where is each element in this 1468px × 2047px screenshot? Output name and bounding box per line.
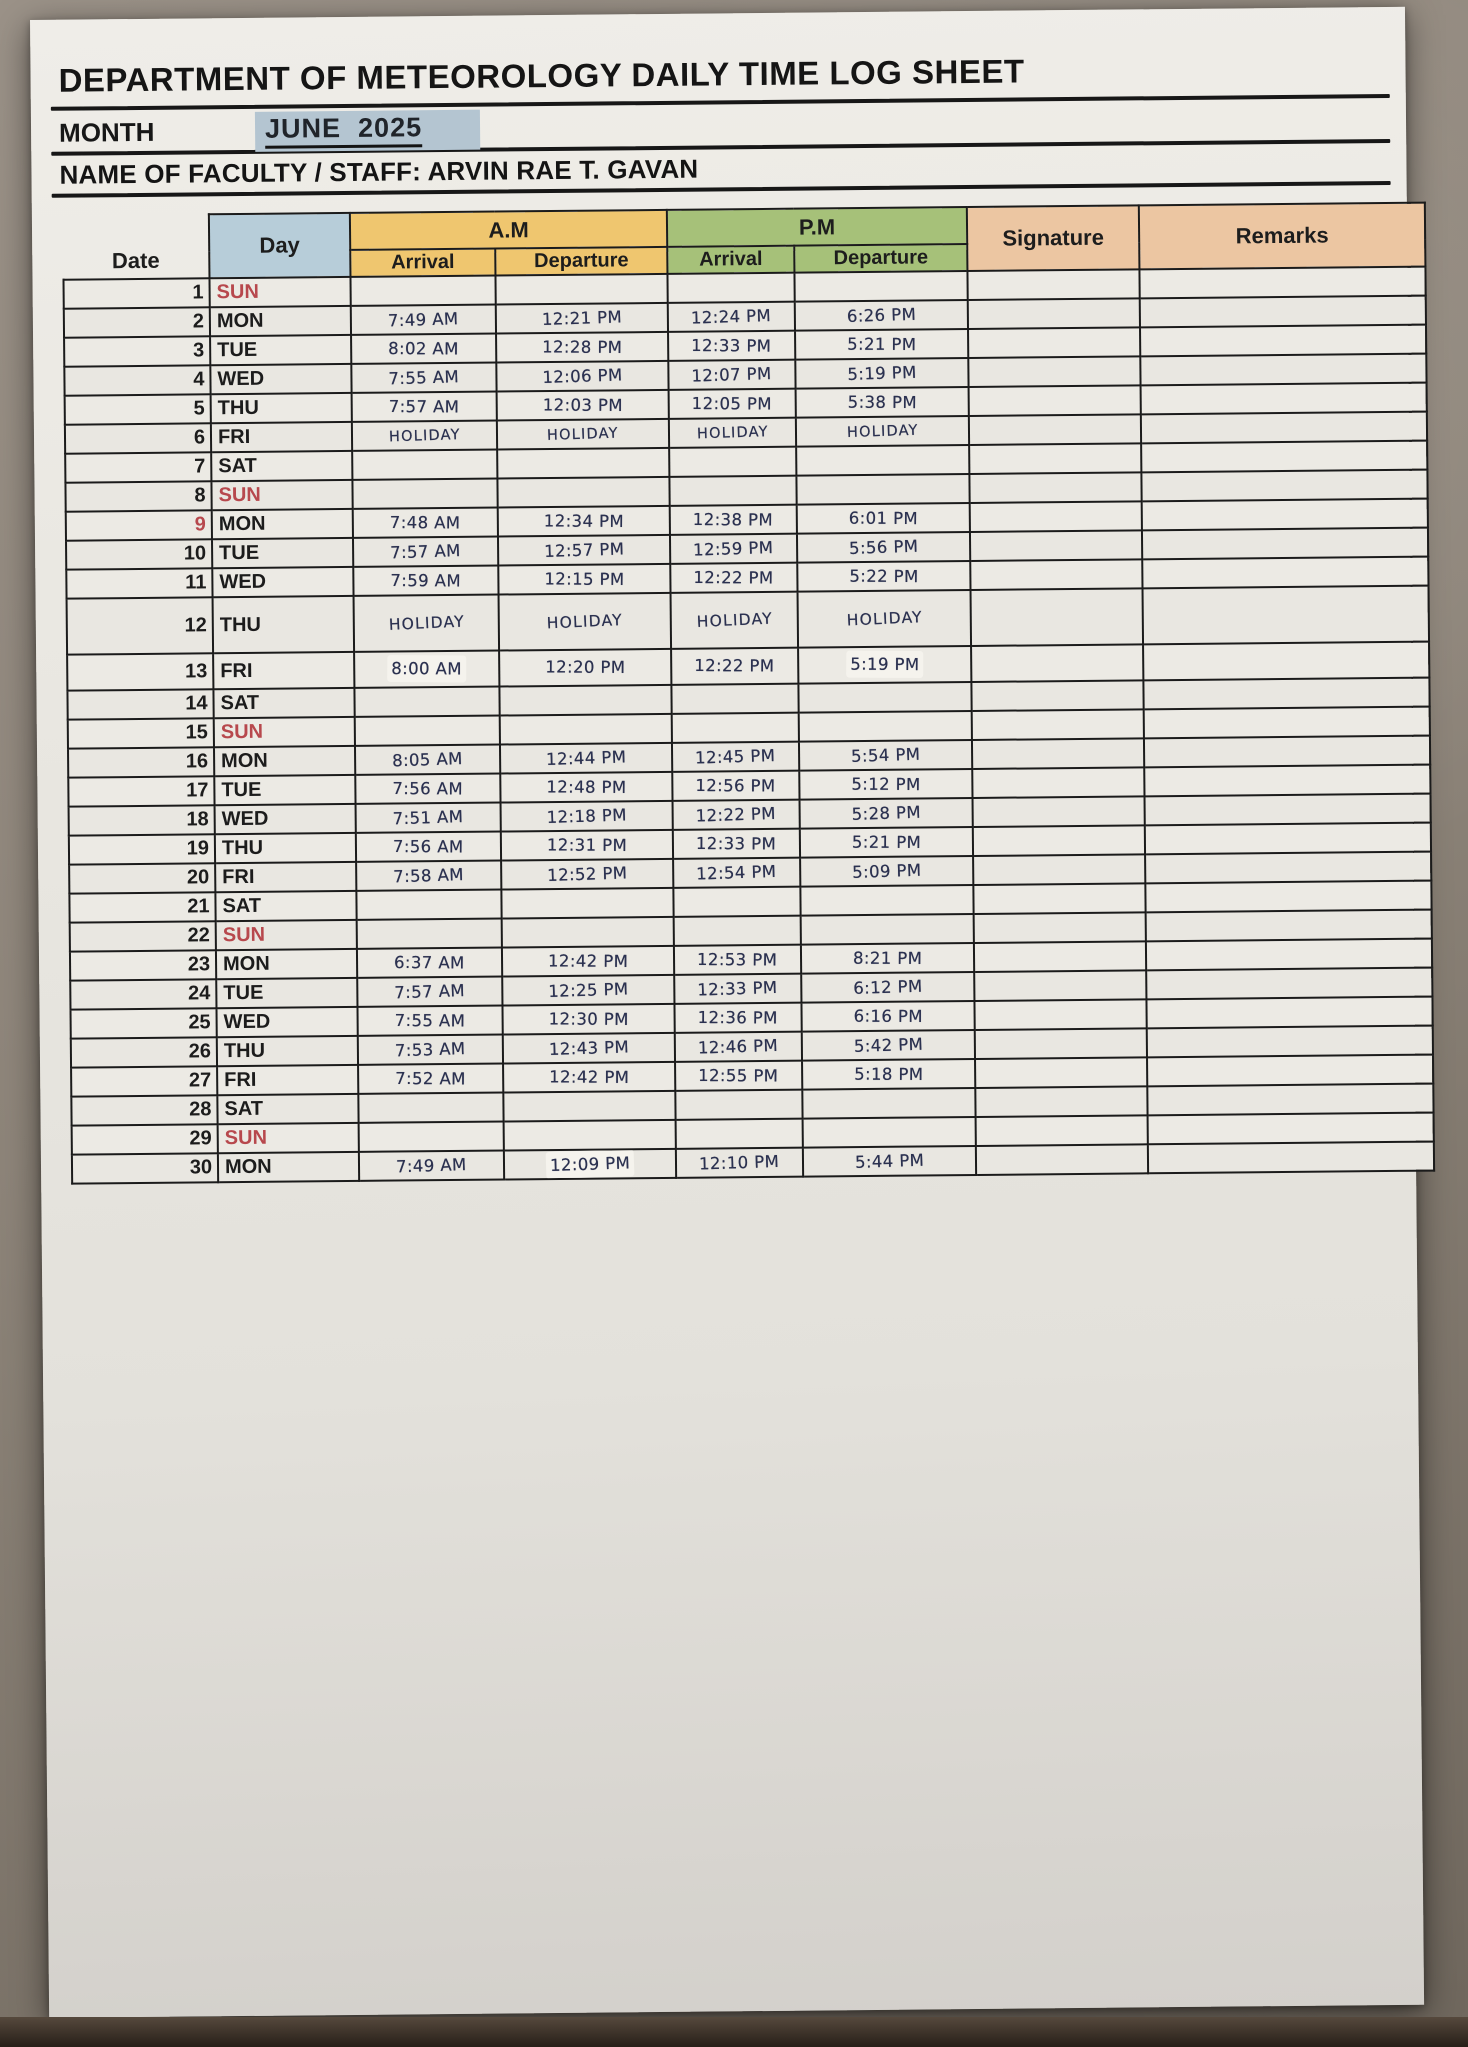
- date-cell: 14: [67, 689, 213, 719]
- signature-cell: [972, 767, 1144, 798]
- signature-cell: [974, 912, 1146, 943]
- pm-arrival-cell: 12:07 PM: [668, 360, 795, 390]
- date-cell: 12: [67, 597, 214, 654]
- pm-departure-header: Departure: [794, 244, 967, 273]
- am-arrival-cell: 7:57 AM: [352, 392, 497, 422]
- pm-arrival-cell: 12:33 PM: [673, 829, 800, 859]
- signature-cell: [973, 825, 1145, 856]
- day-cell: FRI: [213, 652, 354, 689]
- pm-departure-cell: 5:56 PM: [797, 532, 970, 563]
- pm-arrival-cell: 12:38 PM: [670, 505, 797, 535]
- pm-departure-cell: HOLIDAY: [798, 590, 972, 648]
- pm-departure-cell: 5:28 PM: [800, 798, 973, 829]
- am-arrival-header: Arrival: [350, 249, 495, 277]
- pm-arrival-cell: 12:59 PM: [670, 534, 797, 564]
- date-cell: 23: [70, 950, 216, 980]
- date-cell: 20: [69, 863, 215, 893]
- am-departure-cell: 12:20 PM: [499, 649, 671, 687]
- am-departure-cell: [504, 1120, 676, 1151]
- signature-cell: [967, 269, 1139, 300]
- signature-cell: [968, 327, 1140, 358]
- pm-departure-cell: 5:18 PM: [802, 1059, 975, 1090]
- day-cell: WED: [216, 1007, 357, 1037]
- signature-cell: [970, 559, 1142, 590]
- day-cell: MON: [216, 949, 357, 979]
- signature-column-header: Signature: [967, 205, 1140, 271]
- day-cell: SAT: [215, 891, 356, 921]
- day-cell: THU: [213, 596, 355, 653]
- am-arrival-cell: 7:57 AM: [353, 537, 498, 567]
- date-cell: 10: [66, 539, 212, 569]
- date-cell: 2: [64, 307, 210, 337]
- date-cell: 7: [65, 452, 211, 482]
- day-cell: FRI: [215, 862, 356, 892]
- pm-departure-cell: 5:38 PM: [796, 387, 969, 418]
- pm-arrival-cell: 12:46 PM: [675, 1032, 802, 1062]
- signature-cell: [968, 356, 1140, 387]
- am-arrival-cell: 7:55 AM: [351, 363, 496, 393]
- remarks-cell: [1146, 968, 1432, 1000]
- pm-arrival-header: Arrival: [667, 246, 794, 274]
- am-arrival-cell: [354, 687, 499, 717]
- remarks-cell: [1145, 794, 1431, 826]
- date-column-header: Date: [111, 247, 160, 274]
- signature-cell: [975, 1057, 1147, 1088]
- am-departure-cell: 12:48 PM: [500, 772, 672, 803]
- am-departure-cell: [497, 477, 669, 508]
- pm-departure-cell: 6:12 PM: [801, 972, 974, 1003]
- am-departure-cell: 12:28 PM: [496, 332, 668, 363]
- day-cell: TUE: [210, 335, 351, 365]
- am-arrival-cell: 7:49 AM: [359, 1151, 504, 1181]
- am-departure-cell: 12:34 PM: [498, 506, 670, 537]
- pm-arrival-cell: 12:33 PM: [674, 974, 801, 1004]
- time-log-table: [62, 202, 1435, 1185]
- am-arrival-cell: 7:57 AM: [357, 977, 502, 1007]
- pm-departure-cell: 5:54 PM: [799, 740, 972, 771]
- remarks-cell: [1140, 325, 1426, 357]
- date-cell: 16: [68, 747, 214, 777]
- log-table-body: [63, 267, 1434, 1184]
- date-cell: 28: [71, 1095, 217, 1125]
- pm-arrival-cell: 12:45 PM: [672, 742, 799, 772]
- day-cell: SAT: [211, 451, 352, 481]
- date-cell: 25: [71, 1008, 217, 1038]
- day-cell: SUN: [216, 920, 357, 950]
- date-cell: 30: [72, 1153, 218, 1183]
- pm-departure-cell: 6:16 PM: [801, 1001, 974, 1032]
- pm-arrival-cell: 12:36 PM: [674, 1003, 801, 1033]
- pm-arrival-cell: 12:22 PM: [671, 648, 798, 685]
- month-highlight: [255, 109, 480, 151]
- pm-arrival-cell: 12:22 PM: [673, 800, 800, 830]
- pm-departure-cell: 6:26 PM: [795, 300, 968, 331]
- remarks-cell: [1147, 1055, 1433, 1087]
- date-cell: 4: [64, 365, 210, 395]
- pm-arrival-cell: 12:55 PM: [675, 1061, 802, 1091]
- remarks-cell: [1146, 997, 1432, 1029]
- pm-arrival-cell: HOLIDAY: [669, 418, 796, 448]
- date-cell: 8: [65, 481, 211, 511]
- date-cell: 24: [70, 979, 216, 1009]
- document-title: DEPARTMENT OF METEOROLOGY DAILY TIME LOG SHEET: [58, 52, 1025, 99]
- day-column-header: Day: [209, 213, 351, 278]
- signature-cell: [972, 709, 1144, 740]
- month-label: MONTH: [58, 116, 155, 148]
- day-cell: THU: [215, 833, 356, 863]
- am-arrival-cell: [352, 450, 497, 480]
- date-cell: 11: [66, 568, 212, 598]
- pm-arrival-cell: [667, 273, 794, 303]
- remarks-cell: [1140, 296, 1426, 328]
- am-departure-cell: [495, 274, 667, 305]
- remarks-cell: [1147, 1084, 1433, 1116]
- signature-cell: [969, 472, 1141, 503]
- pm-departure-cell: [796, 474, 969, 505]
- remarks-cell: [1141, 383, 1427, 415]
- am-departure-cell: HOLIDAY: [499, 593, 672, 651]
- am-departure-cell: 12:42 PM: [502, 946, 674, 977]
- pm-departure-cell: 5:42 PM: [802, 1030, 975, 1061]
- remarks-cell: [1143, 678, 1429, 710]
- day-cell: MON: [214, 746, 355, 776]
- remarks-cell: [1140, 354, 1426, 386]
- remarks-cell: [1147, 1026, 1433, 1058]
- remarks-cell: [1141, 470, 1427, 502]
- am-departure-cell: [499, 685, 671, 716]
- date-cell: 13: [67, 653, 213, 690]
- remarks-cell: [1142, 499, 1428, 531]
- pm-departure-cell: 5:22 PM: [797, 561, 970, 592]
- signature-cell: [970, 501, 1142, 532]
- am-arrival-cell: [359, 1122, 504, 1152]
- am-arrival-cell: 7:51 AM: [356, 803, 501, 833]
- signature-cell: [969, 385, 1141, 416]
- signature-cell: [969, 414, 1141, 445]
- pm-arrival-cell: 12:53 PM: [674, 945, 801, 975]
- signature-cell: [973, 854, 1145, 885]
- am-departure-cell: 12:31 PM: [501, 830, 673, 861]
- date-cell: 3: [64, 336, 210, 366]
- remarks-cell: [1143, 586, 1430, 645]
- date-cell: 15: [68, 718, 214, 748]
- am-departure-cell: [500, 714, 672, 745]
- date-cell: 6: [65, 423, 211, 453]
- am-departure-cell: 12:15 PM: [498, 564, 670, 595]
- date-cell: 5: [65, 394, 211, 424]
- am-arrival-cell: 8:00 AM: [354, 651, 499, 688]
- am-departure-cell: [497, 448, 669, 479]
- date-cell: 29: [72, 1124, 218, 1154]
- date-cell: 18: [69, 805, 215, 835]
- date-cell: 19: [69, 834, 215, 864]
- pm-departure-cell: [803, 1117, 976, 1148]
- remarks-cell: [1145, 823, 1431, 855]
- date-cell: 26: [71, 1037, 217, 1067]
- pm-departure-cell: 5:44 PM: [803, 1146, 976, 1177]
- am-departure-cell: 12:44 PM: [500, 743, 672, 774]
- am-arrival-cell: 7:52 AM: [358, 1064, 503, 1094]
- pm-departure-cell: [796, 445, 969, 476]
- am-departure-cell: 12:42 PM: [503, 1062, 675, 1093]
- am-arrival-cell: [355, 716, 500, 746]
- pm-arrival-cell: 12:54 PM: [673, 858, 800, 888]
- pm-arrival-cell: [675, 1090, 802, 1120]
- remarks-cell: [1142, 528, 1428, 560]
- remarks-cell: [1141, 441, 1427, 473]
- am-arrival-cell: 7:53 AM: [358, 1035, 503, 1065]
- date-cell: 22: [70, 921, 216, 951]
- am-arrival-cell: 7:48 AM: [353, 508, 498, 538]
- pm-departure-cell: 5:19 PM: [798, 646, 971, 684]
- day-cell: SUN: [211, 480, 352, 510]
- pm-departure-cell: 8:21 PM: [801, 943, 974, 974]
- am-departure-cell: [503, 1091, 675, 1122]
- am-arrival-cell: [352, 479, 497, 509]
- am-departure-header: Departure: [495, 247, 667, 276]
- day-cell: SUN: [218, 1123, 359, 1153]
- pm-departure-cell: [802, 1088, 975, 1119]
- paper-sheet: [30, 7, 1424, 2018]
- pm-arrival-cell: [671, 684, 798, 714]
- pm-departure-cell: 5:12 PM: [799, 769, 972, 800]
- am-arrival-cell: 7:58 AM: [356, 861, 501, 891]
- pm-departure-cell: [799, 711, 972, 742]
- am-departure-cell: 12:06 PM: [496, 361, 668, 392]
- signature-cell: [971, 588, 1144, 646]
- remarks-cell: [1144, 707, 1430, 739]
- am-arrival-cell: [357, 919, 502, 949]
- signature-cell: [974, 999, 1146, 1030]
- am-arrival-cell: 7:59 AM: [353, 566, 498, 596]
- date-cell: 1: [63, 278, 209, 308]
- am-departure-cell: 12:57 PM: [498, 535, 670, 566]
- am-arrival-cell: 7:56 AM: [355, 774, 500, 804]
- month-value: JUNE 2025: [265, 112, 422, 149]
- signature-cell: [976, 1144, 1148, 1175]
- signature-cell: [973, 883, 1145, 914]
- day-cell: THU: [217, 1036, 358, 1066]
- remarks-cell: [1144, 765, 1430, 797]
- signature-cell: [975, 1086, 1147, 1117]
- pm-arrival-cell: HOLIDAY: [671, 592, 799, 649]
- pm-arrival-cell: 12:56 PM: [672, 771, 799, 801]
- day-cell: SUN: [214, 717, 355, 747]
- pm-arrival-cell: [669, 447, 796, 477]
- am-arrival-cell: 7:56 AM: [356, 832, 501, 862]
- remarks-cell: [1148, 1113, 1434, 1145]
- am-departure-cell: 12:25 PM: [502, 975, 674, 1006]
- am-departure-cell: HOLIDAY: [497, 419, 669, 450]
- am-arrival-cell: 8:02 AM: [351, 334, 496, 364]
- date-cell: 21: [69, 892, 215, 922]
- am-arrival-cell: HOLIDAY: [352, 421, 497, 451]
- pm-departure-cell: 5:21 PM: [800, 827, 973, 858]
- remarks-cell: [1148, 1142, 1434, 1174]
- remarks-cell: [1139, 267, 1425, 299]
- day-cell: FRI: [217, 1065, 358, 1095]
- day-cell: SAT: [217, 1094, 358, 1124]
- day-cell: WED: [215, 804, 356, 834]
- day-cell: THU: [211, 393, 352, 423]
- am-arrival-cell: 8:05 AM: [355, 745, 500, 775]
- pm-departure-cell: HOLIDAY: [796, 416, 969, 447]
- remarks-cell: [1144, 736, 1430, 768]
- am-arrival-cell: [350, 276, 495, 306]
- pm-arrival-cell: [676, 1119, 803, 1149]
- am-departure-cell: 12:03 PM: [497, 390, 669, 421]
- day-cell: MON: [212, 509, 353, 539]
- signature-cell: [974, 941, 1146, 972]
- signature-cell: [974, 970, 1146, 1001]
- signature-cell: [972, 738, 1144, 769]
- date-cell: 17: [68, 776, 214, 806]
- am-departure-cell: [501, 888, 673, 919]
- pm-departure-cell: 5:19 PM: [795, 358, 968, 389]
- pm-departure-cell: 6:01 PM: [797, 503, 970, 534]
- remarks-cell: [1143, 642, 1429, 681]
- faculty-name-line: NAME OF FACULTY / STAFF: ARVIN RAE T. GAVAN: [59, 153, 699, 190]
- am-departure-cell: 12:43 PM: [503, 1033, 675, 1064]
- pm-departure-cell: [800, 885, 973, 916]
- pm-departure-cell: 5:09 PM: [800, 856, 973, 887]
- remarks-column-header: Remarks: [1139, 203, 1426, 270]
- am-arrival-cell: 7:55 AM: [357, 1006, 502, 1036]
- pm-arrival-cell: 12:33 PM: [668, 331, 795, 361]
- am-departure-cell: 12:52 PM: [501, 859, 673, 890]
- day-cell: FRI: [211, 422, 352, 452]
- day-cell: SUN: [209, 277, 350, 307]
- remarks-cell: [1145, 881, 1431, 913]
- remarks-cell: [1142, 557, 1428, 589]
- am-departure-cell: 12:18 PM: [501, 801, 673, 832]
- signature-cell: [970, 530, 1142, 561]
- am-departure-cell: 12:09 PM: [504, 1149, 676, 1180]
- am-arrival-cell: 7:49 AM: [351, 305, 496, 335]
- day-cell: WED: [212, 567, 353, 597]
- remarks-cell: [1145, 852, 1431, 884]
- remarks-cell: [1146, 939, 1432, 971]
- day-cell: WED: [210, 364, 351, 394]
- am-departure-cell: 12:21 PM: [496, 303, 668, 334]
- pm-group-header: P.M: [667, 207, 967, 247]
- am-arrival-cell: [358, 1093, 503, 1123]
- am-arrival-cell: HOLIDAY: [354, 595, 500, 652]
- pm-arrival-cell: 12:24 PM: [668, 302, 795, 332]
- am-arrival-cell: 6:37 AM: [357, 948, 502, 978]
- signature-cell: [971, 644, 1143, 682]
- am-departure-cell: 12:30 PM: [502, 1004, 674, 1035]
- pm-departure-cell: [798, 682, 971, 713]
- signature-cell: [973, 796, 1145, 827]
- signature-cell: [971, 680, 1143, 711]
- pm-arrival-cell: [672, 713, 799, 743]
- pm-arrival-cell: [673, 887, 800, 917]
- signature-cell: [968, 298, 1140, 329]
- day-cell: MON: [210, 306, 351, 336]
- pm-arrival-cell: 12:05 PM: [669, 389, 796, 419]
- pm-departure-cell: 5:21 PM: [795, 329, 968, 360]
- day-cell: TUE: [212, 538, 353, 568]
- remarks-cell: [1141, 412, 1427, 444]
- pm-departure-cell: [794, 271, 967, 302]
- pm-arrival-cell: [674, 916, 801, 946]
- remarks-cell: [1146, 910, 1432, 942]
- day-cell: MON: [218, 1152, 359, 1182]
- am-arrival-cell: [356, 890, 501, 920]
- am-group-header: A.M: [350, 210, 667, 250]
- signature-cell: [975, 1028, 1147, 1059]
- signature-cell: [976, 1115, 1148, 1146]
- day-cell: TUE: [216, 978, 357, 1008]
- date-cell: 9: [66, 510, 212, 540]
- signature-cell: [969, 443, 1141, 474]
- day-cell: SAT: [213, 688, 354, 718]
- day-cell: TUE: [214, 775, 355, 805]
- pm-departure-cell: [801, 914, 974, 945]
- date-cell: 27: [71, 1066, 217, 1096]
- am-departure-cell: [502, 917, 674, 948]
- pm-arrival-cell: 12:10 PM: [676, 1148, 803, 1178]
- pm-arrival-cell: [669, 476, 796, 506]
- pm-arrival-cell: 12:22 PM: [670, 563, 797, 593]
